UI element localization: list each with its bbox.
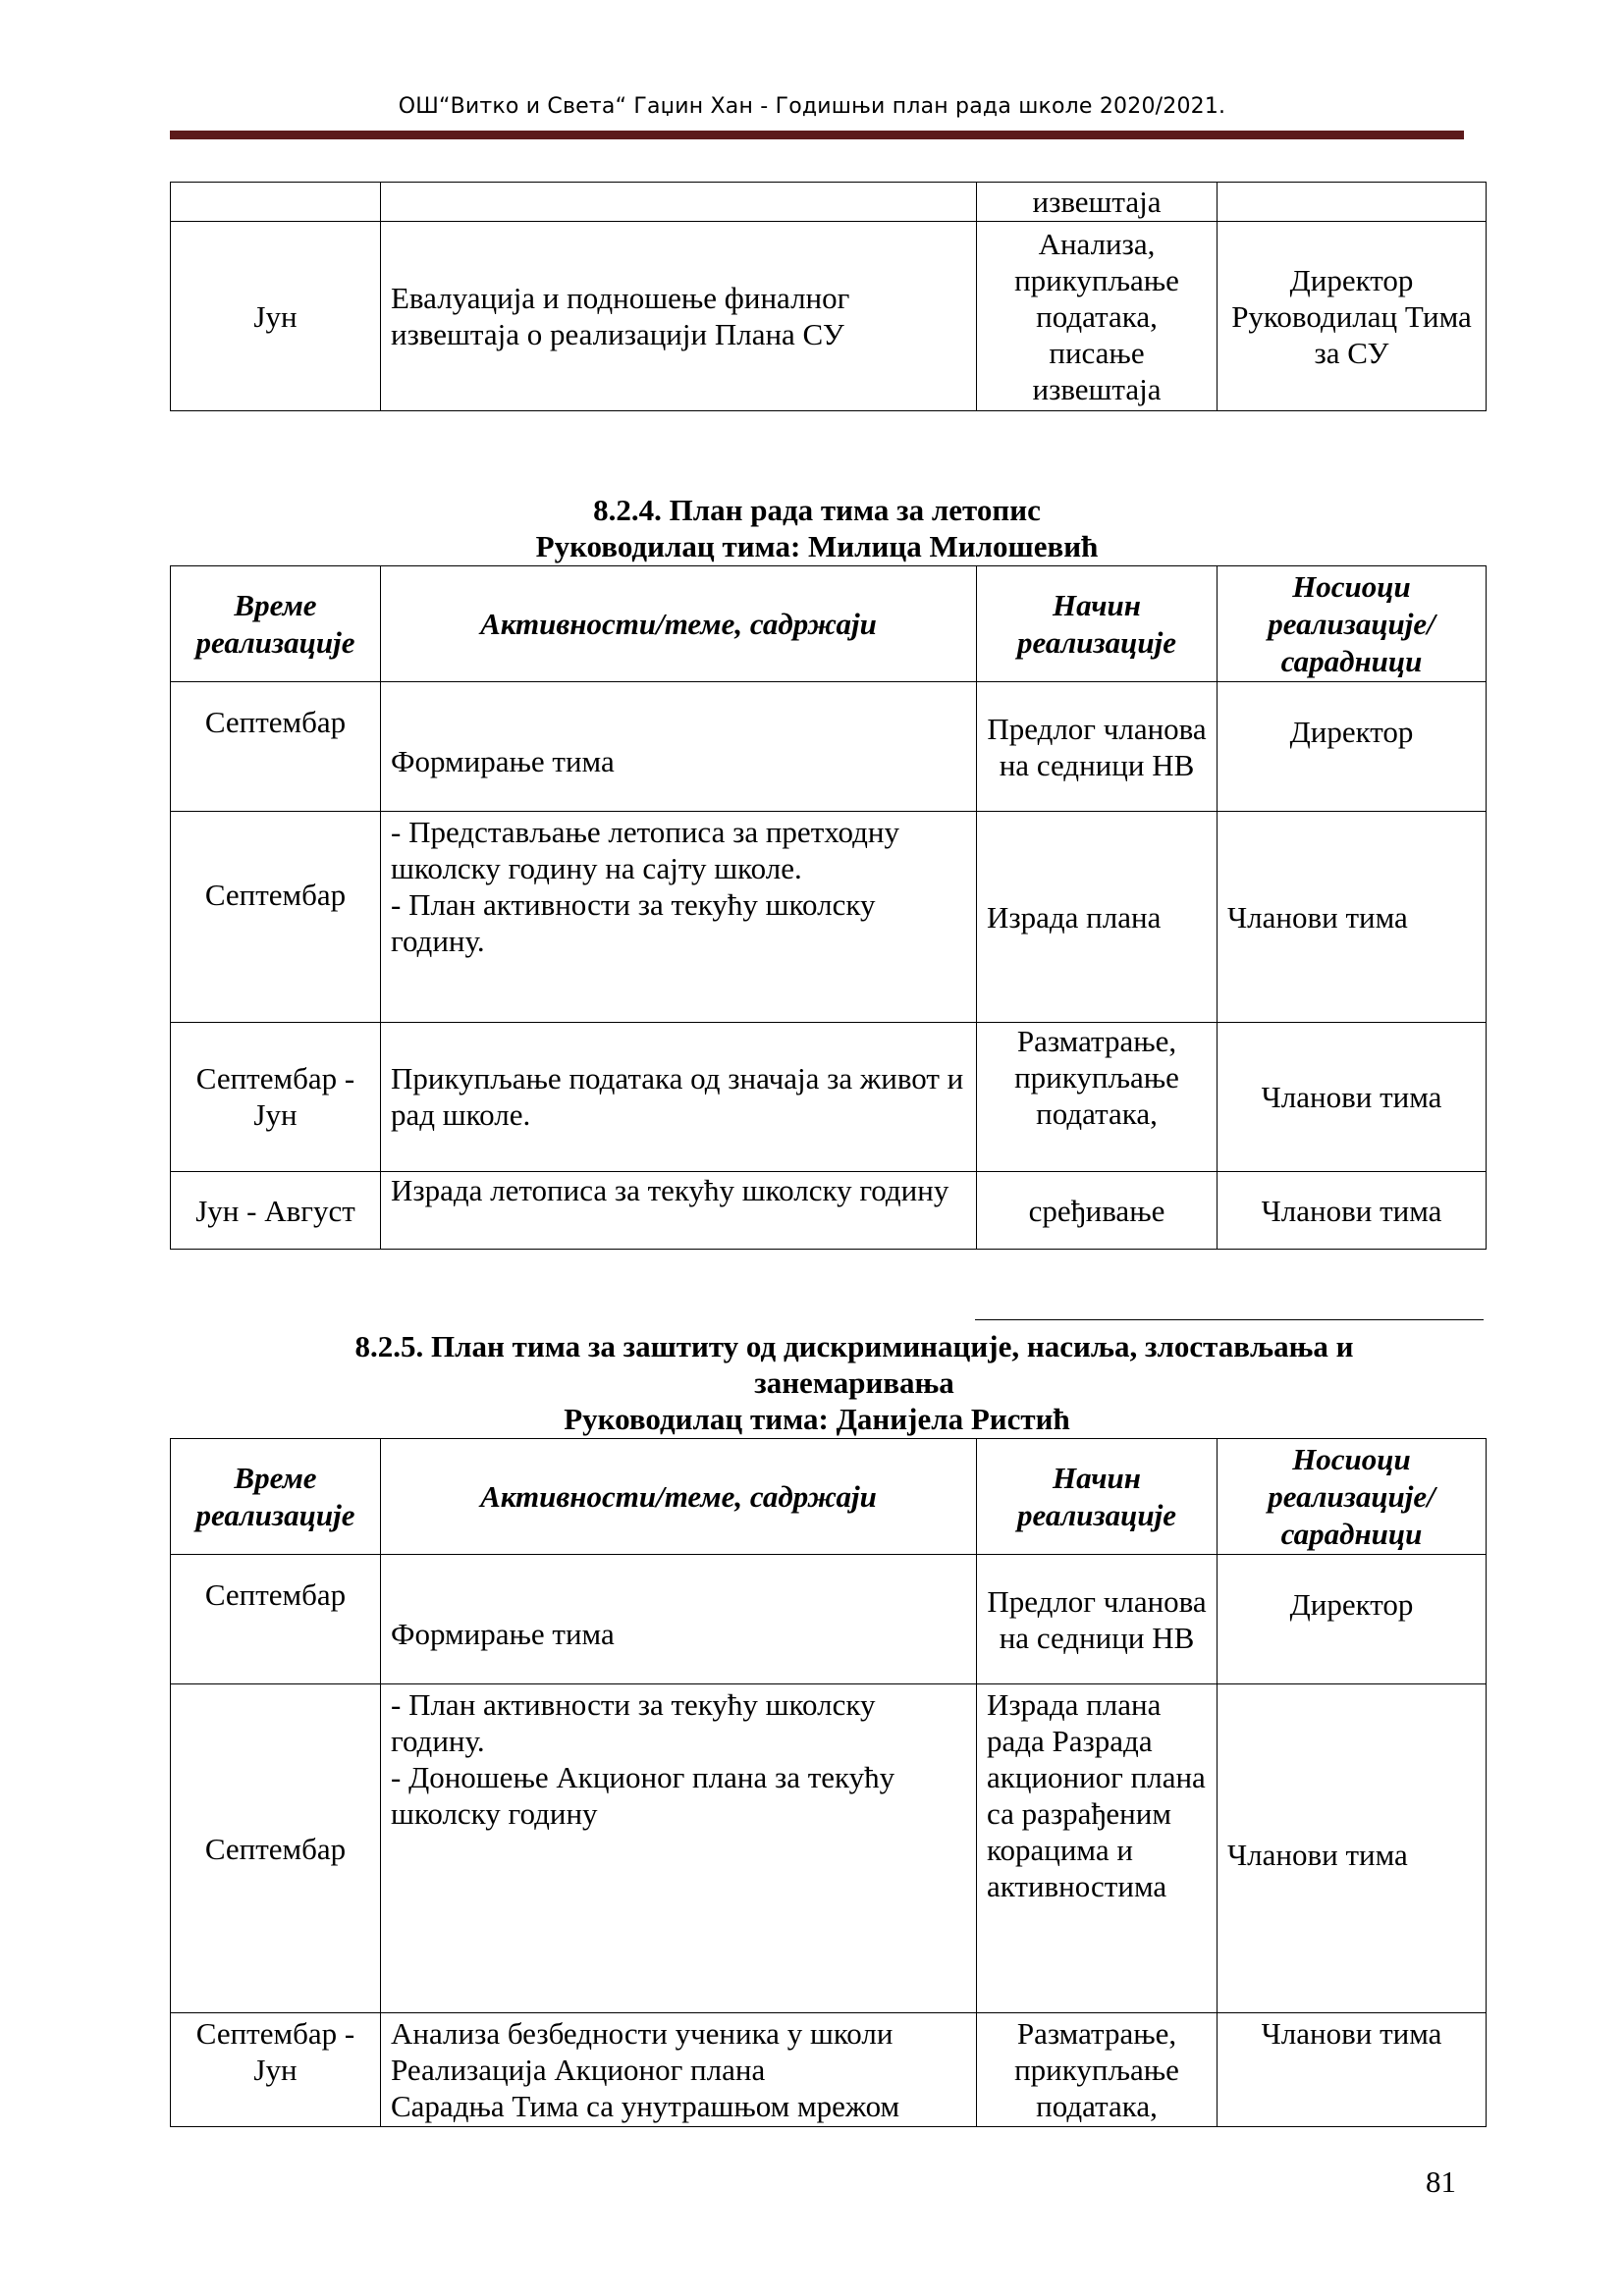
cell-time: Септембар <box>171 1684 381 2013</box>
table-row <box>171 1555 1487 1684</box>
cell-method: Израда плана <box>977 812 1218 1023</box>
cell-carriers: Директор <box>1218 1555 1487 1684</box>
activity-line: - Представљање летописа за претходну школску годину на сајту школе. <box>391 815 900 885</box>
table-row <box>171 222 1487 411</box>
cell-method: Израда плана рада Разрада акциониог плана са разрађеним корацима и активностима <box>977 1684 1218 2013</box>
table-row <box>171 812 1487 1023</box>
cell-method: сређивање <box>977 1172 1218 1250</box>
table-row <box>171 2013 1487 2127</box>
activity-line: - План активности за текућу школску годину. <box>391 1687 876 1758</box>
cell-time: Септембар <box>171 682 381 812</box>
cell-carriers: Директор Руководилац Тима за СУ <box>1218 222 1487 411</box>
table-row <box>171 1172 1487 1250</box>
letopis-table <box>170 565 1487 1250</box>
section-heading: 8.2.4. План рада тима за летопис <box>593 493 1041 527</box>
protection-table <box>170 1438 1487 2127</box>
cell-time: Септембар - Јун <box>171 1023 381 1172</box>
cell-activity <box>381 2013 977 2127</box>
cell-carriers: Чланови тима <box>1218 1023 1487 1172</box>
cell-activity <box>381 812 977 1023</box>
cell-activity <box>381 1684 977 2013</box>
activity-line: - План активности за текућу школску годину. <box>391 887 876 958</box>
cell-activity: Формирање тима <box>381 682 977 812</box>
column-header-carriers: Носиоци реализације/ сарадници <box>1218 566 1487 682</box>
cell-time: Септембар - Јун <box>171 2013 381 2127</box>
section-heading: 8.2.5. План тима за заштиту од дискриминације, насиља, злостављања и занемаривања <box>354 1329 1354 1400</box>
column-header-carriers: Носиоци реализације/ сарадници <box>1218 1439 1487 1555</box>
activity-line: Сарадња Тима са унутрашњом мрежом <box>391 2089 900 2123</box>
table-row <box>171 183 1487 222</box>
continuation-table <box>170 182 1487 411</box>
page-number: 81 <box>1426 2164 1456 2199</box>
cell-activity: Евалуација и подношење финалног извештаја о реализацији Плана СУ <box>381 222 977 411</box>
column-header-activity: Активности/теме, садржаји <box>381 1439 977 1555</box>
cell-empty <box>1218 183 1487 222</box>
cell-time: Септембар <box>171 812 381 1023</box>
cell-activity: Формирање тима <box>381 1555 977 1684</box>
cell-method: извештаја <box>977 183 1218 222</box>
cell-activity: Израда летописа за текућу школску годину <box>381 1172 977 1250</box>
cell-method: Предлог чланова на седници НВ <box>977 682 1218 812</box>
cell-carriers: Чланови тима <box>1218 1172 1487 1250</box>
column-header-time: Време реализације <box>171 1439 381 1555</box>
section-leader: Руководилац тима: Данијела Ристић <box>564 1402 1070 1436</box>
cell-method: Разматрање, прикупљање података, <box>977 2013 1218 2127</box>
activity-line: Анализа безбедности ученика у школи <box>391 2016 893 2051</box>
cell-carriers: Чланови тима <box>1218 812 1487 1023</box>
page-header-title: ОШ“Витко и Света“ Гаџин Хан - Годишњи план рада школе 2020/2021. <box>398 94 1226 119</box>
cell-carriers: Чланови тима <box>1218 1684 1487 2013</box>
cell-method: Предлог чланова на седници НВ <box>977 1555 1218 1684</box>
table-header-row <box>171 566 1487 682</box>
table-header-row <box>171 1439 1487 1555</box>
table-row <box>171 1023 1487 1172</box>
column-header-time: Време реализације <box>171 566 381 682</box>
column-header-method: Начин реализације <box>977 1439 1218 1555</box>
column-header-method: Начин реализације <box>977 566 1218 682</box>
cell-method: Анализа, прикупљање података, писање извештаја <box>977 222 1218 411</box>
cell-method: Разматрање, прикупљање података, <box>977 1023 1218 1172</box>
cell-time: Јун <box>171 222 381 411</box>
column-header-activity: Активности/теме, садржаји <box>381 566 977 682</box>
cell-time: Јун - Август <box>171 1172 381 1250</box>
activity-line: Реализација Акционог плана <box>391 2053 766 2087</box>
separator-line <box>975 1319 1484 1320</box>
table-row <box>171 682 1487 812</box>
cell-empty <box>381 183 977 222</box>
cell-empty <box>171 183 381 222</box>
cell-time: Септембар <box>171 1555 381 1684</box>
cell-activity: Прикупљање података од значаја за живот и рад школе. <box>381 1023 977 1172</box>
header-rule <box>170 131 1464 139</box>
table-row <box>171 1684 1487 2013</box>
activity-line: - Доношење Акционог плана за текућу школску годину <box>391 1760 895 1831</box>
section-leader: Руководилац тима: Милица Милошевић <box>535 529 1099 563</box>
cell-carriers: Чланови тима <box>1218 2013 1487 2127</box>
cell-carriers: Директор <box>1218 682 1487 812</box>
